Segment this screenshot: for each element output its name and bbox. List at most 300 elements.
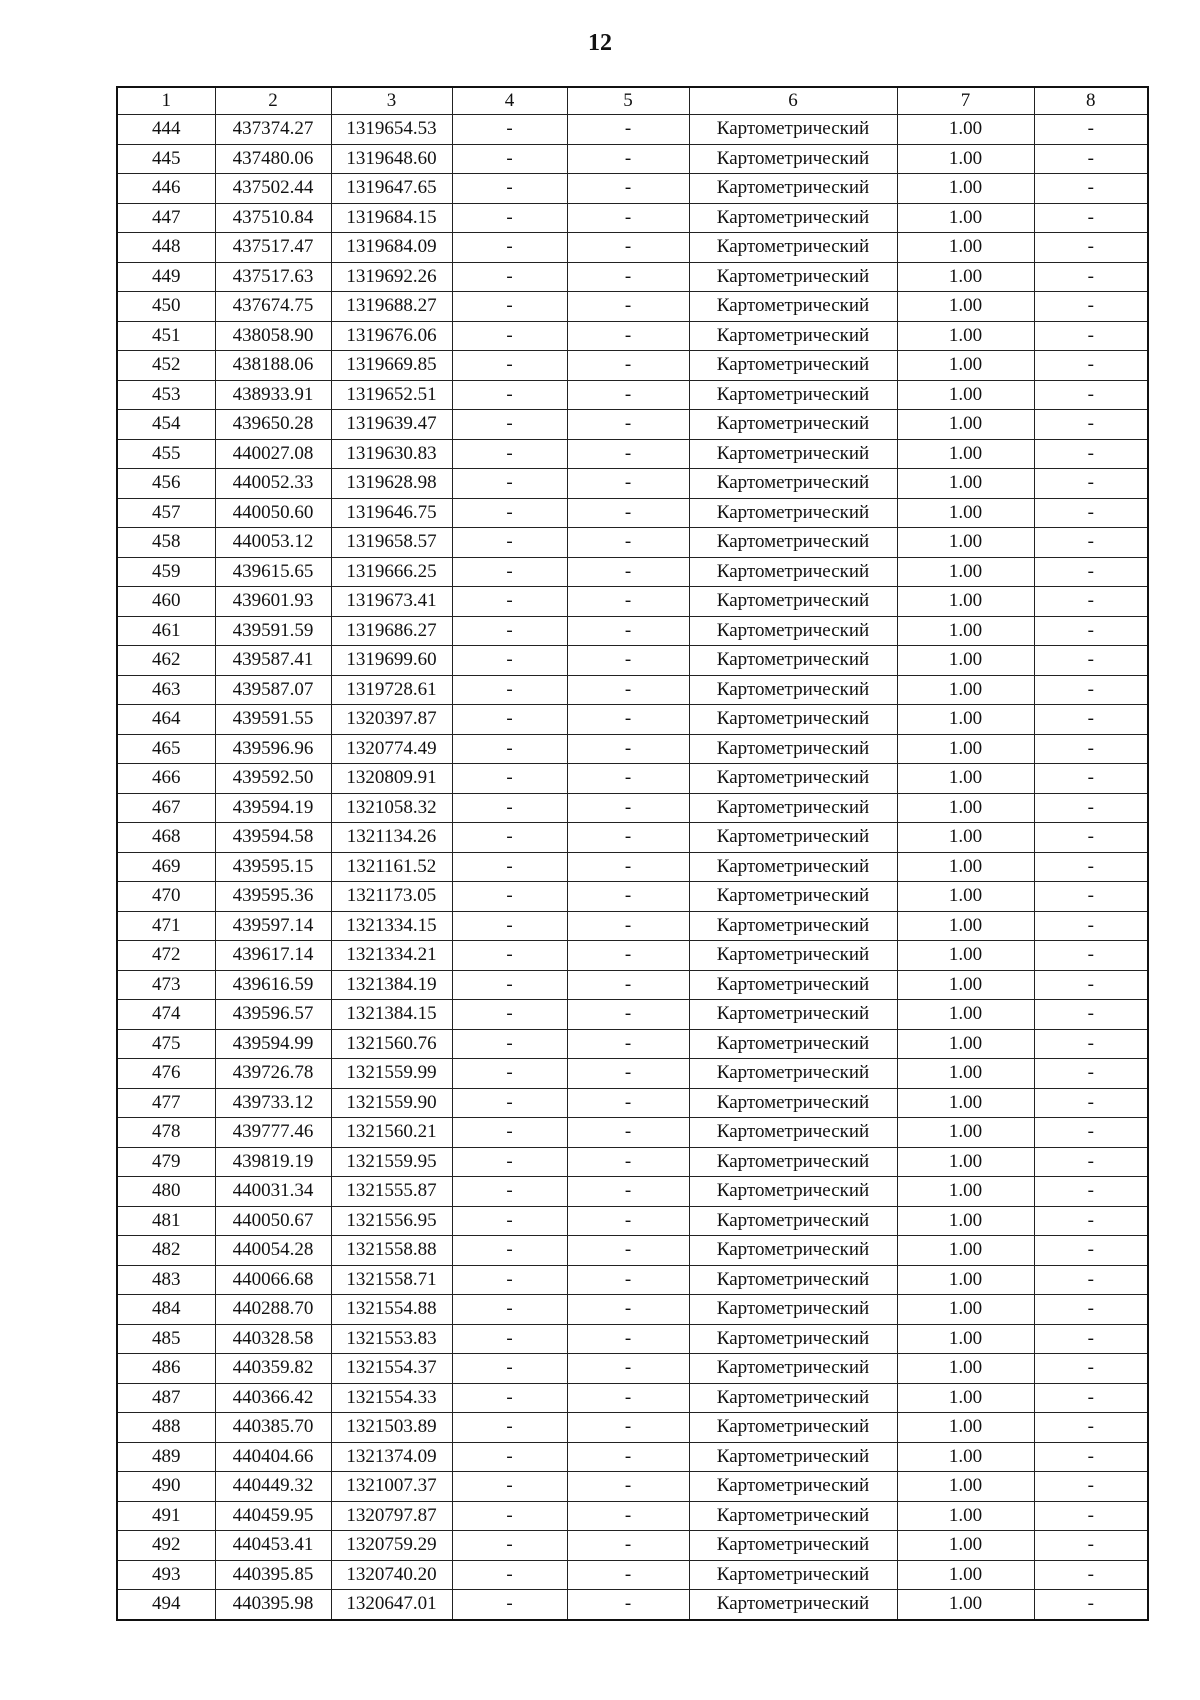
table-row bbox=[117, 1324, 1148, 1354]
x-coordinate-cell: 439596.96 bbox=[215, 734, 331, 764]
column-4-cell: - bbox=[452, 1442, 567, 1472]
column-5-cell: - bbox=[567, 646, 689, 676]
table-row bbox=[117, 1590, 1148, 1620]
x-coordinate-cell: 439601.93 bbox=[215, 587, 331, 617]
x-coordinate-cell: 439587.41 bbox=[215, 646, 331, 676]
column-4-cell: - bbox=[452, 587, 567, 617]
y-coordinate-cell: 1321559.99 bbox=[331, 1059, 452, 1089]
x-coordinate-cell: 439616.59 bbox=[215, 970, 331, 1000]
accuracy-cell: 1.00 bbox=[897, 1088, 1034, 1118]
column-5-cell: - bbox=[567, 1560, 689, 1590]
point-number-cell: 460 bbox=[117, 587, 215, 617]
point-number-cell: 455 bbox=[117, 439, 215, 469]
x-coordinate-cell: 439819.19 bbox=[215, 1147, 331, 1177]
column-4-cell: - bbox=[452, 1265, 567, 1295]
column-5-cell: - bbox=[567, 1413, 689, 1443]
method-cell: Картометрический bbox=[689, 1088, 897, 1118]
column-header-8: 8 bbox=[1034, 87, 1148, 115]
point-number-cell: 490 bbox=[117, 1472, 215, 1502]
accuracy-cell: 1.00 bbox=[897, 793, 1034, 823]
column-8-cell: - bbox=[1034, 1059, 1148, 1089]
point-number-cell: 449 bbox=[117, 262, 215, 292]
column-4-cell: - bbox=[452, 528, 567, 558]
table-row bbox=[117, 1383, 1148, 1413]
method-cell: Картометрический bbox=[689, 351, 897, 381]
y-coordinate-cell: 1319628.98 bbox=[331, 469, 452, 499]
method-cell: Картометрический bbox=[689, 852, 897, 882]
table-header bbox=[117, 87, 1148, 115]
point-number-cell: 450 bbox=[117, 292, 215, 322]
table-row bbox=[117, 1413, 1148, 1443]
column-4-cell: - bbox=[452, 1088, 567, 1118]
y-coordinate-cell: 1321161.52 bbox=[331, 852, 452, 882]
accuracy-cell: 1.00 bbox=[897, 823, 1034, 853]
column-8-cell: - bbox=[1034, 174, 1148, 204]
method-cell: Картометрический bbox=[689, 1324, 897, 1354]
table-row bbox=[117, 262, 1148, 292]
accuracy-cell: 1.00 bbox=[897, 1265, 1034, 1295]
column-5-cell: - bbox=[567, 1088, 689, 1118]
x-coordinate-cell: 440366.42 bbox=[215, 1383, 331, 1413]
accuracy-cell: 1.00 bbox=[897, 1383, 1034, 1413]
x-coordinate-cell: 440395.98 bbox=[215, 1590, 331, 1620]
table-row bbox=[117, 1059, 1148, 1089]
y-coordinate-cell: 1321560.21 bbox=[331, 1118, 452, 1148]
x-coordinate-cell: 439777.46 bbox=[215, 1118, 331, 1148]
accuracy-cell: 1.00 bbox=[897, 1000, 1034, 1030]
method-cell: Картометрический bbox=[689, 1029, 897, 1059]
method-cell: Картометрический bbox=[689, 1118, 897, 1148]
column-4-cell: - bbox=[452, 852, 567, 882]
y-coordinate-cell: 1319688.27 bbox=[331, 292, 452, 322]
table-row bbox=[117, 351, 1148, 381]
column-8-cell: - bbox=[1034, 1236, 1148, 1266]
column-4-cell: - bbox=[452, 675, 567, 705]
y-coordinate-cell: 1321554.37 bbox=[331, 1354, 452, 1384]
y-coordinate-cell: 1319699.60 bbox=[331, 646, 452, 676]
column-8-cell: - bbox=[1034, 1029, 1148, 1059]
table-row bbox=[117, 1118, 1148, 1148]
column-8-cell: - bbox=[1034, 1354, 1148, 1384]
x-coordinate-cell: 439594.99 bbox=[215, 1029, 331, 1059]
method-cell: Картометрический bbox=[689, 1147, 897, 1177]
table-row bbox=[117, 380, 1148, 410]
column-4-cell: - bbox=[452, 1501, 567, 1531]
column-8-cell: - bbox=[1034, 1206, 1148, 1236]
y-coordinate-cell: 1321173.05 bbox=[331, 882, 452, 912]
y-coordinate-cell: 1319666.25 bbox=[331, 557, 452, 587]
x-coordinate-cell: 439592.50 bbox=[215, 764, 331, 794]
accuracy-cell: 1.00 bbox=[897, 380, 1034, 410]
x-coordinate-cell: 440066.68 bbox=[215, 1265, 331, 1295]
x-coordinate-cell: 439617.14 bbox=[215, 941, 331, 971]
column-5-cell: - bbox=[567, 351, 689, 381]
y-coordinate-cell: 1319728.61 bbox=[331, 675, 452, 705]
accuracy-cell: 1.00 bbox=[897, 351, 1034, 381]
x-coordinate-cell: 440328.58 bbox=[215, 1324, 331, 1354]
method-cell: Картометрический bbox=[689, 587, 897, 617]
column-5-cell: - bbox=[567, 528, 689, 558]
column-8-cell: - bbox=[1034, 646, 1148, 676]
table-row bbox=[117, 1147, 1148, 1177]
y-coordinate-cell: 1321384.19 bbox=[331, 970, 452, 1000]
column-4-cell: - bbox=[452, 262, 567, 292]
y-coordinate-cell: 1321560.76 bbox=[331, 1029, 452, 1059]
x-coordinate-cell: 439650.28 bbox=[215, 410, 331, 440]
point-number-cell: 469 bbox=[117, 852, 215, 882]
method-cell: Картометрический bbox=[689, 646, 897, 676]
y-coordinate-cell: 1320740.20 bbox=[331, 1560, 452, 1590]
column-5-cell: - bbox=[567, 439, 689, 469]
table-row bbox=[117, 1442, 1148, 1472]
point-number-cell: 444 bbox=[117, 115, 215, 145]
method-cell: Картометрический bbox=[689, 380, 897, 410]
accuracy-cell: 1.00 bbox=[897, 1354, 1034, 1384]
column-4-cell: - bbox=[452, 882, 567, 912]
point-number-cell: 485 bbox=[117, 1324, 215, 1354]
table-body bbox=[117, 115, 1148, 1620]
column-5-cell: - bbox=[567, 1383, 689, 1413]
column-5-cell: - bbox=[567, 1206, 689, 1236]
table-row bbox=[117, 321, 1148, 351]
column-8-cell: - bbox=[1034, 380, 1148, 410]
accuracy-cell: 1.00 bbox=[897, 970, 1034, 1000]
accuracy-cell: 1.00 bbox=[897, 469, 1034, 499]
method-cell: Картометрический bbox=[689, 764, 897, 794]
y-coordinate-cell: 1319658.57 bbox=[331, 528, 452, 558]
table-row bbox=[117, 1236, 1148, 1266]
column-4-cell: - bbox=[452, 1590, 567, 1620]
column-5-cell: - bbox=[567, 469, 689, 499]
table-row bbox=[117, 1206, 1148, 1236]
column-5-cell: - bbox=[567, 587, 689, 617]
column-8-cell: - bbox=[1034, 675, 1148, 705]
point-number-cell: 491 bbox=[117, 1501, 215, 1531]
column-4-cell: - bbox=[452, 115, 567, 145]
x-coordinate-cell: 440453.41 bbox=[215, 1531, 331, 1561]
table-row bbox=[117, 675, 1148, 705]
column-5-cell: - bbox=[567, 1442, 689, 1472]
column-5-cell: - bbox=[567, 144, 689, 174]
column-5-cell: - bbox=[567, 734, 689, 764]
x-coordinate-cell: 439726.78 bbox=[215, 1059, 331, 1089]
accuracy-cell: 1.00 bbox=[897, 439, 1034, 469]
point-number-cell: 456 bbox=[117, 469, 215, 499]
column-5-cell: - bbox=[567, 823, 689, 853]
accuracy-cell: 1.00 bbox=[897, 1472, 1034, 1502]
accuracy-cell: 1.00 bbox=[897, 1442, 1034, 1472]
x-coordinate-cell: 440449.32 bbox=[215, 1472, 331, 1502]
column-5-cell: - bbox=[567, 292, 689, 322]
accuracy-cell: 1.00 bbox=[897, 1413, 1034, 1443]
point-number-cell: 474 bbox=[117, 1000, 215, 1030]
point-number-cell: 459 bbox=[117, 557, 215, 587]
column-4-cell: - bbox=[452, 439, 567, 469]
accuracy-cell: 1.00 bbox=[897, 1295, 1034, 1325]
x-coordinate-cell: 439595.15 bbox=[215, 852, 331, 882]
table-row bbox=[117, 646, 1148, 676]
column-5-cell: - bbox=[567, 174, 689, 204]
point-number-cell: 453 bbox=[117, 380, 215, 410]
method-cell: Картометрический bbox=[689, 734, 897, 764]
accuracy-cell: 1.00 bbox=[897, 1147, 1034, 1177]
accuracy-cell: 1.00 bbox=[897, 174, 1034, 204]
column-5-cell: - bbox=[567, 410, 689, 440]
column-8-cell: - bbox=[1034, 1324, 1148, 1354]
x-coordinate-cell: 439596.57 bbox=[215, 1000, 331, 1030]
column-header-5: 5 bbox=[567, 87, 689, 115]
column-5-cell: - bbox=[567, 970, 689, 1000]
method-cell: Картометрический bbox=[689, 203, 897, 233]
x-coordinate-cell: 440404.66 bbox=[215, 1442, 331, 1472]
x-coordinate-cell: 440359.82 bbox=[215, 1354, 331, 1384]
accuracy-cell: 1.00 bbox=[897, 1177, 1034, 1207]
column-8-cell: - bbox=[1034, 1118, 1148, 1148]
column-8-cell: - bbox=[1034, 1383, 1148, 1413]
method-cell: Картометрический bbox=[689, 1295, 897, 1325]
table-row bbox=[117, 174, 1148, 204]
y-coordinate-cell: 1320647.01 bbox=[331, 1590, 452, 1620]
method-cell: Картометрический bbox=[689, 911, 897, 941]
column-4-cell: - bbox=[452, 616, 567, 646]
column-4-cell: - bbox=[452, 1029, 567, 1059]
column-8-cell: - bbox=[1034, 1177, 1148, 1207]
column-8-cell: - bbox=[1034, 852, 1148, 882]
column-8-cell: - bbox=[1034, 144, 1148, 174]
y-coordinate-cell: 1319692.26 bbox=[331, 262, 452, 292]
x-coordinate-cell: 439615.65 bbox=[215, 557, 331, 587]
column-5-cell: - bbox=[567, 321, 689, 351]
table-row bbox=[117, 793, 1148, 823]
point-number-cell: 447 bbox=[117, 203, 215, 233]
column-8-cell: - bbox=[1034, 970, 1148, 1000]
accuracy-cell: 1.00 bbox=[897, 1029, 1034, 1059]
x-coordinate-cell: 439595.36 bbox=[215, 882, 331, 912]
x-coordinate-cell: 440459.95 bbox=[215, 1501, 331, 1531]
column-4-cell: - bbox=[452, 469, 567, 499]
column-8-cell: - bbox=[1034, 705, 1148, 735]
point-number-cell: 483 bbox=[117, 1265, 215, 1295]
method-cell: Картометрический bbox=[689, 1560, 897, 1590]
column-8-cell: - bbox=[1034, 1295, 1148, 1325]
method-cell: Картометрический bbox=[689, 970, 897, 1000]
table-row bbox=[117, 587, 1148, 617]
header-row bbox=[117, 87, 1148, 115]
column-8-cell: - bbox=[1034, 941, 1148, 971]
y-coordinate-cell: 1320397.87 bbox=[331, 705, 452, 735]
accuracy-cell: 1.00 bbox=[897, 1590, 1034, 1620]
column-8-cell: - bbox=[1034, 1590, 1148, 1620]
method-cell: Картометрический bbox=[689, 557, 897, 587]
method-cell: Картометрический bbox=[689, 292, 897, 322]
x-coordinate-cell: 439597.14 bbox=[215, 911, 331, 941]
column-5-cell: - bbox=[567, 1000, 689, 1030]
column-4-cell: - bbox=[452, 1413, 567, 1443]
table-row bbox=[117, 1472, 1148, 1502]
column-5-cell: - bbox=[567, 1354, 689, 1384]
point-number-cell: 468 bbox=[117, 823, 215, 853]
point-number-cell: 470 bbox=[117, 882, 215, 912]
y-coordinate-cell: 1319646.75 bbox=[331, 498, 452, 528]
table-row bbox=[117, 1354, 1148, 1384]
point-number-cell: 454 bbox=[117, 410, 215, 440]
y-coordinate-cell: 1319639.47 bbox=[331, 410, 452, 440]
point-number-cell: 472 bbox=[117, 941, 215, 971]
point-number-cell: 477 bbox=[117, 1088, 215, 1118]
column-header-4: 4 bbox=[452, 87, 567, 115]
table-row bbox=[117, 1560, 1148, 1590]
accuracy-cell: 1.00 bbox=[897, 941, 1034, 971]
column-5-cell: - bbox=[567, 1059, 689, 1089]
point-number-cell: 489 bbox=[117, 1442, 215, 1472]
method-cell: Картометрический bbox=[689, 174, 897, 204]
accuracy-cell: 1.00 bbox=[897, 1206, 1034, 1236]
method-cell: Картометрический bbox=[689, 1177, 897, 1207]
point-number-cell: 473 bbox=[117, 970, 215, 1000]
column-8-cell: - bbox=[1034, 321, 1148, 351]
x-coordinate-cell: 440053.12 bbox=[215, 528, 331, 558]
y-coordinate-cell: 1319684.09 bbox=[331, 233, 452, 263]
column-5-cell: - bbox=[567, 1147, 689, 1177]
point-number-cell: 463 bbox=[117, 675, 215, 705]
accuracy-cell: 1.00 bbox=[897, 587, 1034, 617]
column-5-cell: - bbox=[567, 852, 689, 882]
y-coordinate-cell: 1319630.83 bbox=[331, 439, 452, 469]
method-cell: Картометрический bbox=[689, 233, 897, 263]
method-cell: Картометрический bbox=[689, 705, 897, 735]
column-4-cell: - bbox=[452, 734, 567, 764]
accuracy-cell: 1.00 bbox=[897, 1531, 1034, 1561]
table-row bbox=[117, 852, 1148, 882]
method-cell: Картометрический bbox=[689, 469, 897, 499]
x-coordinate-cell: 437510.84 bbox=[215, 203, 331, 233]
x-coordinate-cell: 440385.70 bbox=[215, 1413, 331, 1443]
table-row bbox=[117, 705, 1148, 735]
point-number-cell: 478 bbox=[117, 1118, 215, 1148]
column-4-cell: - bbox=[452, 705, 567, 735]
method-cell: Картометрический bbox=[689, 528, 897, 558]
point-number-cell: 480 bbox=[117, 1177, 215, 1207]
table-row bbox=[117, 439, 1148, 469]
x-coordinate-cell: 439591.55 bbox=[215, 705, 331, 735]
x-coordinate-cell: 437502.44 bbox=[215, 174, 331, 204]
column-4-cell: - bbox=[452, 1324, 567, 1354]
column-4-cell: - bbox=[452, 1118, 567, 1148]
column-8-cell: - bbox=[1034, 793, 1148, 823]
y-coordinate-cell: 1321559.90 bbox=[331, 1088, 452, 1118]
column-4-cell: - bbox=[452, 498, 567, 528]
accuracy-cell: 1.00 bbox=[897, 1236, 1034, 1266]
x-coordinate-cell: 440050.60 bbox=[215, 498, 331, 528]
point-number-cell: 448 bbox=[117, 233, 215, 263]
column-4-cell: - bbox=[452, 823, 567, 853]
column-8-cell: - bbox=[1034, 764, 1148, 794]
y-coordinate-cell: 1321554.88 bbox=[331, 1295, 452, 1325]
column-header-3: 3 bbox=[331, 87, 452, 115]
x-coordinate-cell: 437517.47 bbox=[215, 233, 331, 263]
point-number-cell: 471 bbox=[117, 911, 215, 941]
column-5-cell: - bbox=[567, 941, 689, 971]
table-row bbox=[117, 764, 1148, 794]
table-row bbox=[117, 1265, 1148, 1295]
column-header-7: 7 bbox=[897, 87, 1034, 115]
method-cell: Картометрический bbox=[689, 1206, 897, 1236]
y-coordinate-cell: 1319669.85 bbox=[331, 351, 452, 381]
column-8-cell: - bbox=[1034, 1265, 1148, 1295]
column-4-cell: - bbox=[452, 941, 567, 971]
accuracy-cell: 1.00 bbox=[897, 764, 1034, 794]
column-4-cell: - bbox=[452, 1560, 567, 1590]
x-coordinate-cell: 437674.75 bbox=[215, 292, 331, 322]
column-5-cell: - bbox=[567, 262, 689, 292]
y-coordinate-cell: 1321334.21 bbox=[331, 941, 452, 971]
point-number-cell: 461 bbox=[117, 616, 215, 646]
column-8-cell: - bbox=[1034, 1472, 1148, 1502]
column-4-cell: - bbox=[452, 233, 567, 263]
column-8-cell: - bbox=[1034, 439, 1148, 469]
column-5-cell: - bbox=[567, 1501, 689, 1531]
table-row bbox=[117, 734, 1148, 764]
table-row bbox=[117, 233, 1148, 263]
accuracy-cell: 1.00 bbox=[897, 646, 1034, 676]
column-4-cell: - bbox=[452, 410, 567, 440]
column-5-cell: - bbox=[567, 616, 689, 646]
point-number-cell: 482 bbox=[117, 1236, 215, 1266]
accuracy-cell: 1.00 bbox=[897, 262, 1034, 292]
column-5-cell: - bbox=[567, 911, 689, 941]
method-cell: Картометрический bbox=[689, 675, 897, 705]
column-5-cell: - bbox=[567, 1324, 689, 1354]
column-header-2: 2 bbox=[215, 87, 331, 115]
column-8-cell: - bbox=[1034, 203, 1148, 233]
column-8-cell: - bbox=[1034, 410, 1148, 440]
column-5-cell: - bbox=[567, 203, 689, 233]
x-coordinate-cell: 439587.07 bbox=[215, 675, 331, 705]
table-row bbox=[117, 144, 1148, 174]
table-row bbox=[117, 1501, 1148, 1531]
accuracy-cell: 1.00 bbox=[897, 115, 1034, 145]
table-row bbox=[117, 1177, 1148, 1207]
column-5-cell: - bbox=[567, 233, 689, 263]
method-cell: Картометрический bbox=[689, 1442, 897, 1472]
column-4-cell: - bbox=[452, 1236, 567, 1266]
column-8-cell: - bbox=[1034, 498, 1148, 528]
point-number-cell: 492 bbox=[117, 1531, 215, 1561]
method-cell: Картометрический bbox=[689, 115, 897, 145]
column-8-cell: - bbox=[1034, 469, 1148, 499]
column-8-cell: - bbox=[1034, 911, 1148, 941]
point-number-cell: 481 bbox=[117, 1206, 215, 1236]
column-5-cell: - bbox=[567, 764, 689, 794]
column-4-cell: - bbox=[452, 380, 567, 410]
column-8-cell: - bbox=[1034, 823, 1148, 853]
y-coordinate-cell: 1319673.41 bbox=[331, 587, 452, 617]
column-4-cell: - bbox=[452, 1472, 567, 1502]
column-4-cell: - bbox=[452, 1000, 567, 1030]
column-8-cell: - bbox=[1034, 882, 1148, 912]
column-4-cell: - bbox=[452, 557, 567, 587]
table-row bbox=[117, 292, 1148, 322]
column-5-cell: - bbox=[567, 1029, 689, 1059]
table-row bbox=[117, 469, 1148, 499]
column-4-cell: - bbox=[452, 174, 567, 204]
table-row bbox=[117, 1029, 1148, 1059]
table-row bbox=[117, 616, 1148, 646]
y-coordinate-cell: 1321503.89 bbox=[331, 1413, 452, 1443]
y-coordinate-cell: 1321334.15 bbox=[331, 911, 452, 941]
point-number-cell: 476 bbox=[117, 1059, 215, 1089]
y-coordinate-cell: 1319686.27 bbox=[331, 616, 452, 646]
